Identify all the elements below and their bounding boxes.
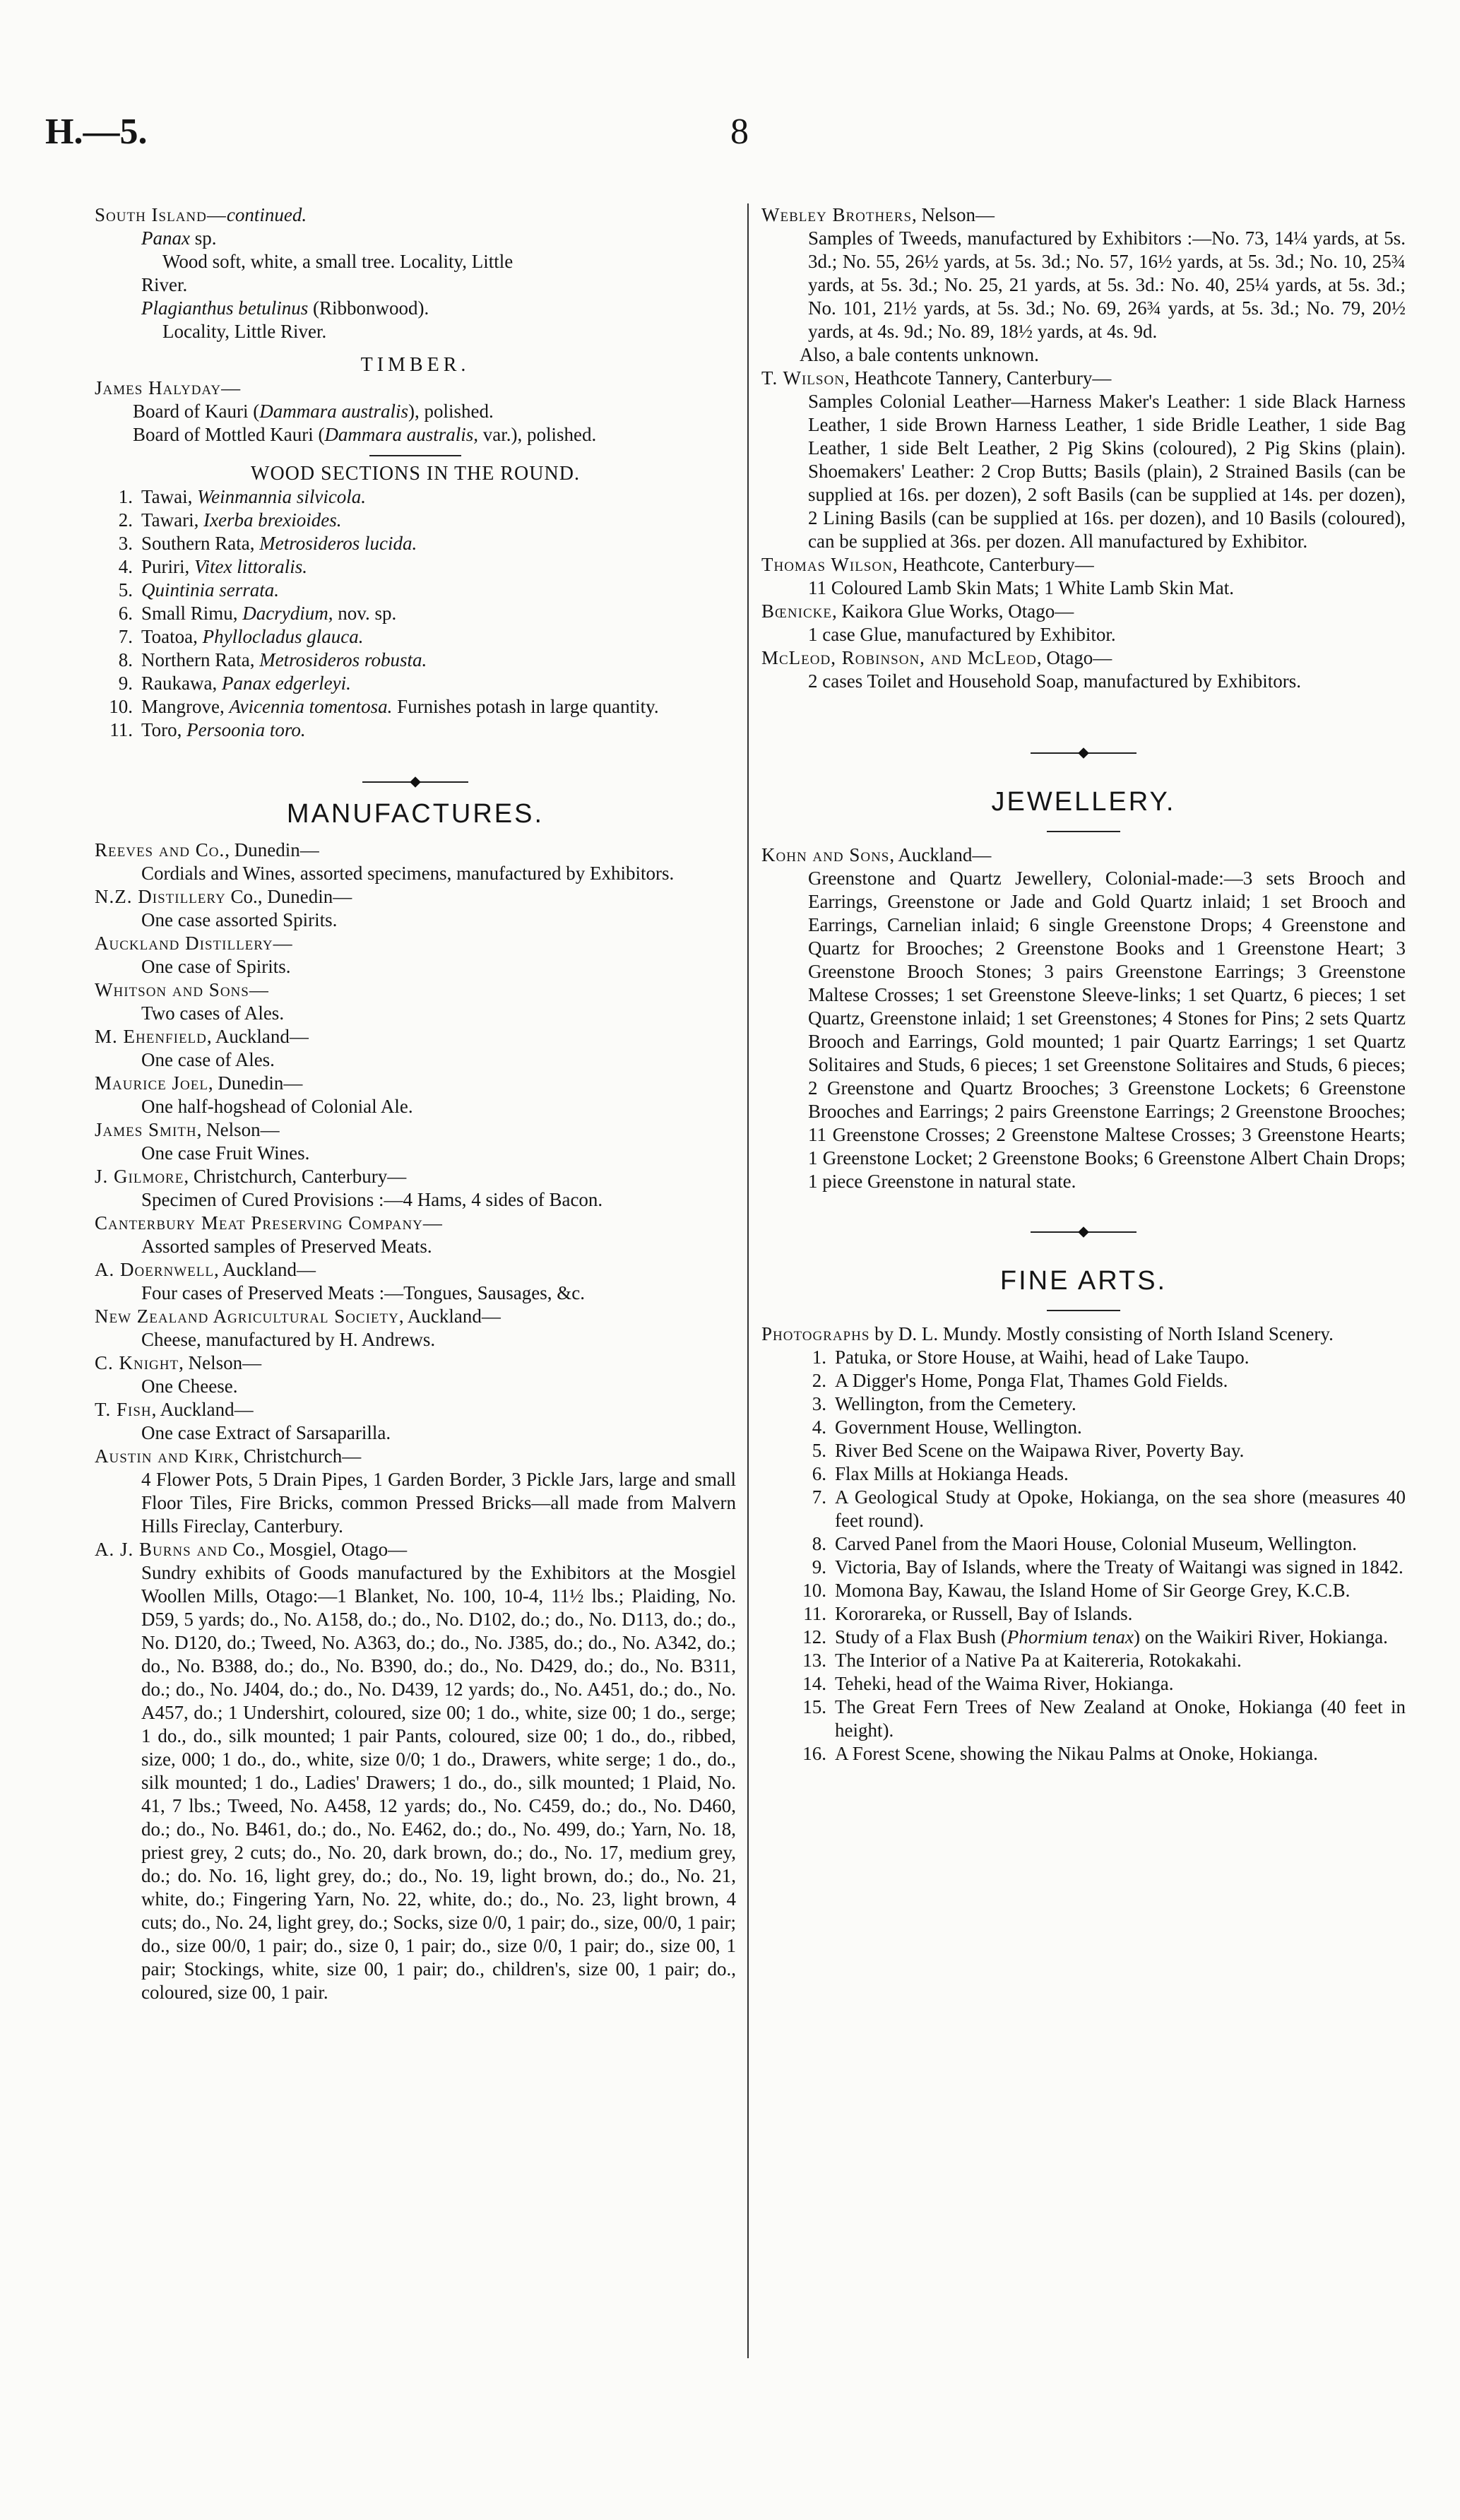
exhibit-description: 11 Coloured Lamb Skin Mats; 1 White Lamb Skin Mat. [808, 577, 1234, 598]
fine-arts-section [761, 1266, 1406, 1765]
item-number: 10. [802, 1580, 826, 1601]
exhibitor-location: , Heathcote Tannery, Canterbury— [844, 367, 1112, 389]
item-text: Northern Rata, [141, 649, 260, 670]
wood-section-item [95, 485, 736, 509]
item-italic-text: Panax edgerleyi. [221, 673, 351, 694]
item-text: Kororareka, or Russell, Bay of Islands. [835, 1603, 1133, 1624]
photograph-item [788, 1439, 1406, 1462]
exhibit-description: 1 case Glue, manufactured by Exhibitor. [808, 624, 1116, 645]
exhibitor-heading [95, 1398, 736, 1421]
jewellery-title: JEWELLERY. [991, 787, 1176, 817]
item-number: 4. [118, 556, 133, 577]
wood-section-item [95, 625, 736, 649]
exhibitor-location: , Nelson— [912, 204, 995, 225]
photograph-item [788, 1579, 1406, 1602]
exhibit-description: Sundry exhibits of Goods manufactured by the Exhibitors at the Mosgiel Woollen Mills, Otago:—1 Blanket, No. 100, 10-4, 11½ lbs.; Plaiding, No. D59, 5 yards; do., No. A158, do.; do., No. D102, do.; do., No. D113, do.; do., No. D120, do.; Tweed, No. A363, do.; do., No. J385, do.; do., No. A342, do.; do., No. B388, do.; do., No. B390, do.; do., No. D429, do.; do., No. B311, do.; do., No. J404, do.; do., No. D439, 12 yards; do., No. A451, do.; do., No. A457, do.; 1 Undershirt, coloured, size 00; 1 do., white, size 00; 1 do., serge; 1 do., do., silk mounted; 1 pair Pants, coloured, size 00; 1 do., do., ribbed, size, 000; 1 do., do., white, size 0/0; 1 do., Drawers, white serge; 1 do., do., silk mounted; 1 do., Ladies' Drawers; 1 do., do., silk mounted; 1 Plaid, No. 41, 7 lbs.; Tweed, No. A458, 12 yards; do., No. C459, do.; do., No. D460, do.; do., No. B461, do.; do., No. E462, do.; do., No. 499, do.; Yarn, No. 18, priest grey, 2 cuts; do., No. 20, dark brown, do.; do., No. 17, medium grey, do.; do. No. 16, light grey, do.; do., No. 19, light brown, do.; do., No. 21, white, do.; Fingering Yarn, No. 22, white, do.; do., No. 23, light brown, 4 cuts; do., No. 24, light grey, do.; Socks, size 0/0, 1 pair; do., size, 00/0, 1 pair; do., size 00/0, 1 pair; do., size 0, 1 pair; do., size 0/0, 1 pair; do., size 00, 1 pair; Stockings, white, size 00, 1 pair; do., children's, size 00, 1 pair; do., coloured, size 00, 1 pair. [141, 1562, 736, 2003]
item-text: The Interior of a Native Pa at Kaitereria, Rotokakahi. [835, 1650, 1242, 1671]
exhibitor-location: , Auckland— [206, 1026, 309, 1047]
exhibit-description: Two cases of Ales. [141, 1002, 285, 1024]
item-text: Government House, Wellington. [835, 1416, 1082, 1438]
exhibitor-entry [761, 203, 1406, 367]
exhibitor-name: Webley Brothers [761, 204, 913, 225]
exhibit-description: Samples of Tweeds, manufactured by Exhibitors :—No. 73, 14¼ yards, at 5s. 3d.; No. 55, 26½ yards, at 5s. 3d.; No. 57, 16½ yards, at 5s. 3d.; No. 10, 25¾ yards, at 5s. 3d.; No. 25, 21 yards, at 5s. 3d.: No. 40, 25¼ yards, at 5s. 3d.; No. 101, 21½ yards, at 5s. 3d.; No. 69, 26¾ yards, at 5s. 3d.; No. 79, 20½ yards, at 4s. 9d.; No. 89, 18½ yards, at 4s. 9d. [808, 227, 1406, 342]
item-number: 9. [812, 1556, 826, 1578]
exhibitor-location: , Christchurch— [234, 1445, 362, 1467]
intro-text: by D. L. Mundy. Mostly consisting of North Island Scenery. [870, 1323, 1334, 1344]
species-suffix: (Ribbonwood). [308, 297, 429, 319]
section-rule [369, 455, 461, 456]
exhibitor-heading [761, 600, 1406, 623]
exhibit-note: Also, a bale contents unknown. [800, 344, 1039, 365]
exhibitor-name: Maurice Joel [95, 1072, 208, 1094]
item-italic-text: Weinmannia silvicola. [197, 486, 367, 507]
panax-description-cont: River. [141, 274, 188, 295]
photograph-item [788, 1742, 1406, 1765]
item-text: Raukawa, [141, 673, 222, 694]
item-text: Small Rimu, [141, 603, 243, 624]
exhibitor-entry [95, 1118, 736, 1165]
exhibitor-entry [95, 1025, 736, 1072]
exhibitor-name: Reeves and Co. [95, 839, 225, 860]
exhibit-description: One Cheese. [141, 1376, 238, 1397]
exhibitor-name: Bœnicke [761, 601, 832, 622]
wood-sections-list [95, 485, 736, 742]
exhibitor-heading [95, 1445, 736, 1468]
exhibit-description: One case of Spirits. [141, 956, 291, 977]
text-part: var.), polished. [477, 424, 597, 445]
item-text: Teheki, head of the Waima River, Hokianga. [835, 1673, 1174, 1694]
exhibit-description: One case Fruit Wines. [141, 1142, 310, 1164]
exhibitor-entry [95, 932, 736, 978]
item-number: 2. [812, 1370, 826, 1391]
ornament-divider [1031, 743, 1136, 764]
item-text: Wellington, from the Cemetery. [835, 1393, 1076, 1414]
left-column [95, 203, 736, 2004]
exhibitor-name: A. J. Burns and [95, 1539, 228, 1560]
exhibitor-name: Austin and Kirk [95, 1445, 235, 1467]
exhibitor-heading [95, 1118, 736, 1142]
wood-section-item [95, 579, 736, 602]
photographs-intro [761, 1323, 1406, 1346]
item-italic-text: Quintinia serrata. [141, 579, 280, 601]
photograph-item [788, 1602, 1406, 1626]
item-text: A Forest Scene, showing the Nikau Palms at Onoke, Hokianga. [835, 1743, 1318, 1764]
exhibitor-heading [761, 646, 1406, 670]
photograph-item [788, 1486, 1406, 1532]
exhibit-description: Cordials and Wines, assorted specimens, manufactured by Exhibitors. [141, 863, 675, 884]
exhibitor-name: M. Ehenfield [95, 1026, 207, 1047]
item-italic-text: Ixerba brexioides. [203, 509, 342, 531]
wood-section-item [95, 532, 736, 555]
item-number: 3. [118, 533, 133, 554]
photograph-item [788, 1369, 1406, 1392]
exhibitor-location: , Otago— [1036, 647, 1112, 668]
exhibitor-entry [95, 978, 736, 1025]
exhibit-description: One case of Ales. [141, 1049, 275, 1070]
item-text: River Bed Scene on the Waipawa River, Poverty Bay. [835, 1440, 1245, 1461]
item-number: 5. [118, 579, 133, 601]
exhibitor-name: A. Doernwell [95, 1259, 214, 1280]
manufactures-continued-list [761, 203, 1406, 693]
exhibitor-entry [95, 1212, 736, 1258]
right-column [761, 203, 1406, 1765]
exhibitor-heading [95, 1305, 736, 1328]
item-number: 4. [812, 1416, 826, 1438]
exhibitor-heading [95, 932, 736, 955]
item-number: 11. [803, 1603, 826, 1624]
species-name: Plagianthus betulinus [141, 297, 309, 319]
item-text: Toatoa, [141, 626, 203, 647]
species-suffix: sp. [189, 227, 217, 249]
item-text: Study of a Flax Bush ( [835, 1626, 1007, 1648]
exhibitor-name: James Smith [95, 1119, 197, 1140]
plagianthus-locality: Locality, Little River. [162, 321, 327, 342]
exhibitor-name: C. Knight [95, 1352, 179, 1373]
wood-section-item [95, 718, 736, 742]
item-number: 7. [118, 626, 133, 647]
photograph-item [788, 1556, 1406, 1579]
exhibitor-name: McLeod, Robinson, and McLeod [761, 647, 1037, 668]
item-number: 1. [812, 1347, 826, 1368]
exhibitor-entry [95, 839, 736, 885]
item-number: 15. [802, 1696, 826, 1717]
page-number: 8 [730, 112, 749, 152]
column-divider [747, 203, 749, 2358]
exhibitor-name: Whitson and Sons [95, 979, 249, 1000]
section-rule [1047, 1310, 1120, 1311]
item-number: 10. [109, 696, 133, 717]
wood-section-item [95, 672, 736, 695]
wood-section-item [95, 555, 736, 579]
item-italic-text: Metrosideros robusta. [259, 649, 427, 670]
exhibitor-name: N.Z. Distillery [95, 886, 226, 907]
item-number: 16. [802, 1743, 826, 1764]
item-text: Mangrove, [141, 696, 230, 717]
exhibitor-entry [95, 1305, 736, 1351]
exhibitor-heading [95, 1165, 736, 1188]
item-italic-text: Vitex littoralis. [194, 556, 307, 577]
item-number: 13. [802, 1650, 826, 1671]
item-text: Flax Mills at Hokianga Heads. [835, 1463, 1069, 1484]
timber-item-1 [95, 400, 736, 423]
exhibitor-name: T. Fish [95, 1399, 152, 1420]
exhibitor-entry [95, 1165, 736, 1212]
jewellery-description: Greenstone and Quartz Jewellery, Colonial-made:—3 sets Brooch and Earrings, Greenstone or Jade and Gold Quartz inlaid; 1 set Brooch and Earrings, Carnelian inlaid; 6 single Greenstone Drops; 4 Greenstone and Quartz for Brooches; 2 Greenstone Books and 1 Greenstone Heart; 3 Greenstone Brooch Stones; 3 pairs Greenstone Earrings; 3 Greenstone Maltese Crosses; 1 set Greenstone Sleeve-links; 1 set Quartz, 6 pieces; 1 set Quartz, Greenstone inlaid; 1 set Greenstones; 4 Stones for Pins; 2 sets Quartz Brooch and Earrings, Gold mounted; 1 pair Quartz Earrings; 1 set Quartz Solitaires and Studs, 6 pieces; 1 set Greenstone Solitaires and Studs, 6 pieces; 2 Greenstone and Quartz Brooches; 3 Greenstone Lockets; 6 Greenstone Brooches and Earrings; 2 pairs Greenstone Earrings; 2 Greenstone Brooches; 11 Greenstone Crosses; 2 Greenstone Maltese Crosses; 3 Greenstone Hearts; 1 Greenstone Locket; 2 Greenstone Books; 6 Greenstone Albert Chain Drops; 1 piece Greenstone in natural state. [808, 868, 1406, 1192]
exhibit-description: 2 cases Toilet and Household Soap, manufactured by Exhibitors. [808, 670, 1301, 692]
exhibitor-heading [95, 1025, 736, 1048]
ornament-divider [1031, 1221, 1136, 1243]
exhibit-description: 4 Flower Pots, 5 Drain Pipes, 1 Garden Border, 3 Pickle Jars, large and small Floor Tiles, Fire Bricks, common Pressed Bricks—all made from Malvern Hills Fireclay, Canterbury. [141, 1469, 736, 1537]
item-number: 7. [812, 1486, 826, 1508]
item-text: Furnishes potash in large quantity. [392, 696, 659, 717]
photograph-item [788, 1462, 1406, 1486]
item-italic-text: Phormium tenax [1007, 1626, 1134, 1648]
exhibitor-heading [95, 1351, 736, 1375]
text-part: Board of Mottled Kauri ( [133, 424, 325, 445]
item-number: 8. [118, 649, 133, 670]
exhibit-description: One case assorted Spirits. [141, 909, 338, 930]
timber-title: TIMBER. [360, 354, 470, 376]
item-italic-text: Dacrydium, [242, 603, 333, 624]
wood-section-item [95, 649, 736, 672]
manufactures-section [95, 799, 736, 2004]
section-heading-label: South Island— [95, 204, 227, 225]
section-rule [1047, 831, 1120, 832]
item-number: 1. [118, 486, 133, 507]
exhibitor-location: , Nelson— [196, 1119, 280, 1140]
exhibitor-location: , Auckland— [151, 1399, 254, 1420]
exhibitor-heading [95, 885, 736, 909]
exhibitor-location: — [273, 933, 292, 954]
item-text: Puriri, [141, 556, 195, 577]
exhibitor-location: , Nelson— [179, 1352, 262, 1373]
exhibit-description: Specimen of Cured Provisions :—4 Hams, 4 sides of Bacon. [141, 1189, 603, 1210]
south-island-section [95, 203, 736, 343]
exhibitor-location: , Dunedin— [208, 1072, 303, 1094]
exhibitor-location: Co., Mosgiel, Otago— [227, 1539, 408, 1560]
item-number: 8. [812, 1533, 826, 1554]
photograph-item [788, 1346, 1406, 1369]
item-text: Toro, [141, 719, 187, 740]
species-name: Dammara australis, [324, 424, 478, 445]
exhibitor-location: , Dunedin— [225, 839, 319, 860]
item-text: Tawari, [141, 509, 204, 531]
exhibit-description: One half-hogshead of Colonial Ale. [141, 1096, 413, 1117]
exhibitor-entry [95, 1258, 736, 1305]
exhibitor-heading [761, 553, 1406, 576]
wood-section-item [95, 695, 736, 718]
wood-section-item [95, 509, 736, 532]
photograph-item [788, 1416, 1406, 1439]
photograph-item [788, 1649, 1406, 1672]
panax-entry [95, 227, 736, 250]
item-text: Patuka, or Store House, at Waihi, head of Lake Taupo. [835, 1347, 1250, 1368]
manufactures-title: MANUFACTURES. [286, 799, 545, 829]
exhibitor-entry [95, 1398, 736, 1445]
exhibitor-heading [761, 367, 1406, 390]
exhibitor-location: , Kaikora Glue Works, Otago— [831, 601, 1074, 622]
exhibitor-name: New Zealand Agricultural Society [95, 1306, 399, 1327]
document-reference: H.—5. [45, 112, 148, 152]
item-text: ) on the Waikiri River, Hokianga. [1133, 1626, 1388, 1648]
exhibitor-heading [95, 1258, 736, 1282]
exhibitor-name: James Halyday [95, 377, 222, 398]
item-italic-text: Metrosideros lucida. [259, 533, 417, 554]
exhibitor-location: , Christchurch, Canterbury— [184, 1166, 407, 1187]
manufactures-list [95, 839, 736, 2004]
exhibitor-name: Thomas Wilson [761, 554, 893, 575]
exhibit-description: Assorted samples of Preserved Meats. [141, 1236, 432, 1257]
exhibitor-heading [95, 978, 736, 1002]
exhibitor-entry [95, 885, 736, 932]
exhibitor-location: , Auckland— [213, 1259, 316, 1280]
exhibitor-heading [95, 1538, 736, 1561]
ornament-divider [362, 771, 468, 793]
item-number: 12. [802, 1626, 826, 1648]
exhibitor-entry [95, 1072, 736, 1118]
item-italic-text: Avicennia tomentosa. [229, 696, 393, 717]
timber-section [95, 353, 736, 742]
exhibitor-name: J. Gilmore [95, 1166, 184, 1187]
item-number: 14. [802, 1673, 826, 1694]
exhibitor-name: Kohn and Sons [761, 844, 890, 865]
exhibitor-location: Co., Dunedin— [225, 886, 352, 907]
plagianthus-entry [95, 297, 736, 320]
continued-label: continued. [226, 204, 307, 225]
south-island-heading [95, 203, 736, 227]
item-text: nov. sp. [333, 603, 397, 624]
item-italic-text: Phyllocladus glauca. [202, 626, 364, 647]
exhibit-description: Samples Colonial Leather—Harness Maker's Leather: 1 side Black Harness Leather, 1 side Brown Harness Leather, 1 side Bridle Leather, 1 side Bag Leather, 1 side Belt Leather, 2 Pig Skins (coloured), 2 Pig Skins (plain). Shoemakers' Leather: 2 Crop Butts; Basils (plain), 2 Strained Basils (can be supplied at 16s. per dozen), 2 soft Basils (can be supplied at 14s. per dozen), 2 Lining Basils (can be supplied at 16s. per dozen), and 10 Basils (coloured), can be supplied at 36s. per dozen. All manufactured by Exhibitor. [808, 391, 1406, 552]
photograph-item [788, 1696, 1406, 1742]
item-text: Victoria, Bay of Islands, where the Treaty of Waitangi was signed in 1842. [835, 1556, 1403, 1578]
item-number: 9. [118, 673, 133, 694]
photograph-item [788, 1392, 1406, 1416]
item-number: 6. [118, 603, 133, 624]
text-part: Board of Kauri ( [133, 401, 260, 422]
exhibitor-heading [95, 1212, 736, 1235]
item-number: 11. [109, 719, 133, 740]
exhibitor-location: , Auckland— [398, 1306, 501, 1327]
item-number: 6. [812, 1463, 826, 1484]
item-italic-text: Persoonia toro. [186, 719, 306, 740]
photograph-item [788, 1672, 1406, 1696]
exhibitor-heading [95, 1072, 736, 1095]
exhibitor-entry [95, 1445, 736, 1538]
exhibitor-entry [95, 1351, 736, 1398]
jewellery-exhibitor [761, 844, 1406, 867]
fine-arts-title: FINE ARTS. [999, 1266, 1168, 1296]
jewellery-section [761, 787, 1406, 1193]
photographs-list [761, 1346, 1406, 1765]
text-part: ), polished. [408, 401, 494, 422]
exhibit-description: One case Extract of Sarsaparilla. [141, 1422, 391, 1443]
exhibitor-name: Canterbury Meat Preserving Company [95, 1212, 423, 1234]
exhibitor-location: , Auckland— [889, 844, 992, 865]
exhibitor-name: Photographs [761, 1323, 870, 1344]
exhibitor-location: — [249, 979, 268, 1000]
exhibitor-heading [95, 839, 736, 862]
exhibitor-entry [761, 646, 1406, 693]
exhibitor-location: — [422, 1212, 442, 1234]
exhibitor-entry [761, 367, 1406, 553]
exhibitor-name: T. Wilson [761, 367, 845, 389]
exhibitor-location: , Heathcote, Canterbury— [892, 554, 1094, 575]
photograph-item [788, 1532, 1406, 1556]
item-text: The Great Fern Trees of New Zealand at Onoke, Hokianga (40 feet in height). [835, 1696, 1406, 1741]
item-number: 3. [812, 1393, 826, 1414]
photograph-item [788, 1626, 1406, 1649]
item-text: A Digger's Home, Ponga Flat, Thames Gold Fields. [835, 1370, 1228, 1391]
item-number: 2. [118, 509, 133, 531]
timber-exhibitor [95, 377, 736, 400]
item-text: Southern Rata, [141, 533, 260, 554]
exhibitor-entry [761, 600, 1406, 646]
wood-section-item [95, 602, 736, 625]
species-name: Panax [141, 227, 190, 249]
exhibit-description: Four cases of Preserved Meats :—Tongues, Sausages, &c. [141, 1282, 585, 1303]
timber-item-2 [95, 423, 736, 446]
item-text: Tawai, [141, 486, 198, 507]
item-number: 5. [812, 1440, 826, 1461]
panax-description: Wood soft, white, a small tree. Locality, Little [162, 251, 514, 272]
item-text: A Geological Study at Opoke, Hokianga, on the sea shore (measures 40 feet round). [835, 1486, 1406, 1531]
exhibitor-dash: — [221, 377, 241, 398]
item-text: Carved Panel from the Maori House, Colonial Museum, Wellington. [835, 1533, 1357, 1554]
wood-sections-title: WOOD SECTIONS IN THE ROUND. [251, 463, 580, 485]
exhibit-description: Cheese, manufactured by H. Andrews. [141, 1329, 436, 1350]
species-name: Dammara australis [259, 401, 408, 422]
item-text: Momona Bay, Kawau, the Island Home of Sir George Grey, K.C.B. [835, 1580, 1351, 1601]
exhibitor-heading [761, 203, 1406, 227]
exhibitor-entry [95, 1538, 736, 2004]
exhibitor-name: Auckland Distillery [95, 933, 273, 954]
exhibitor-entry [761, 553, 1406, 600]
